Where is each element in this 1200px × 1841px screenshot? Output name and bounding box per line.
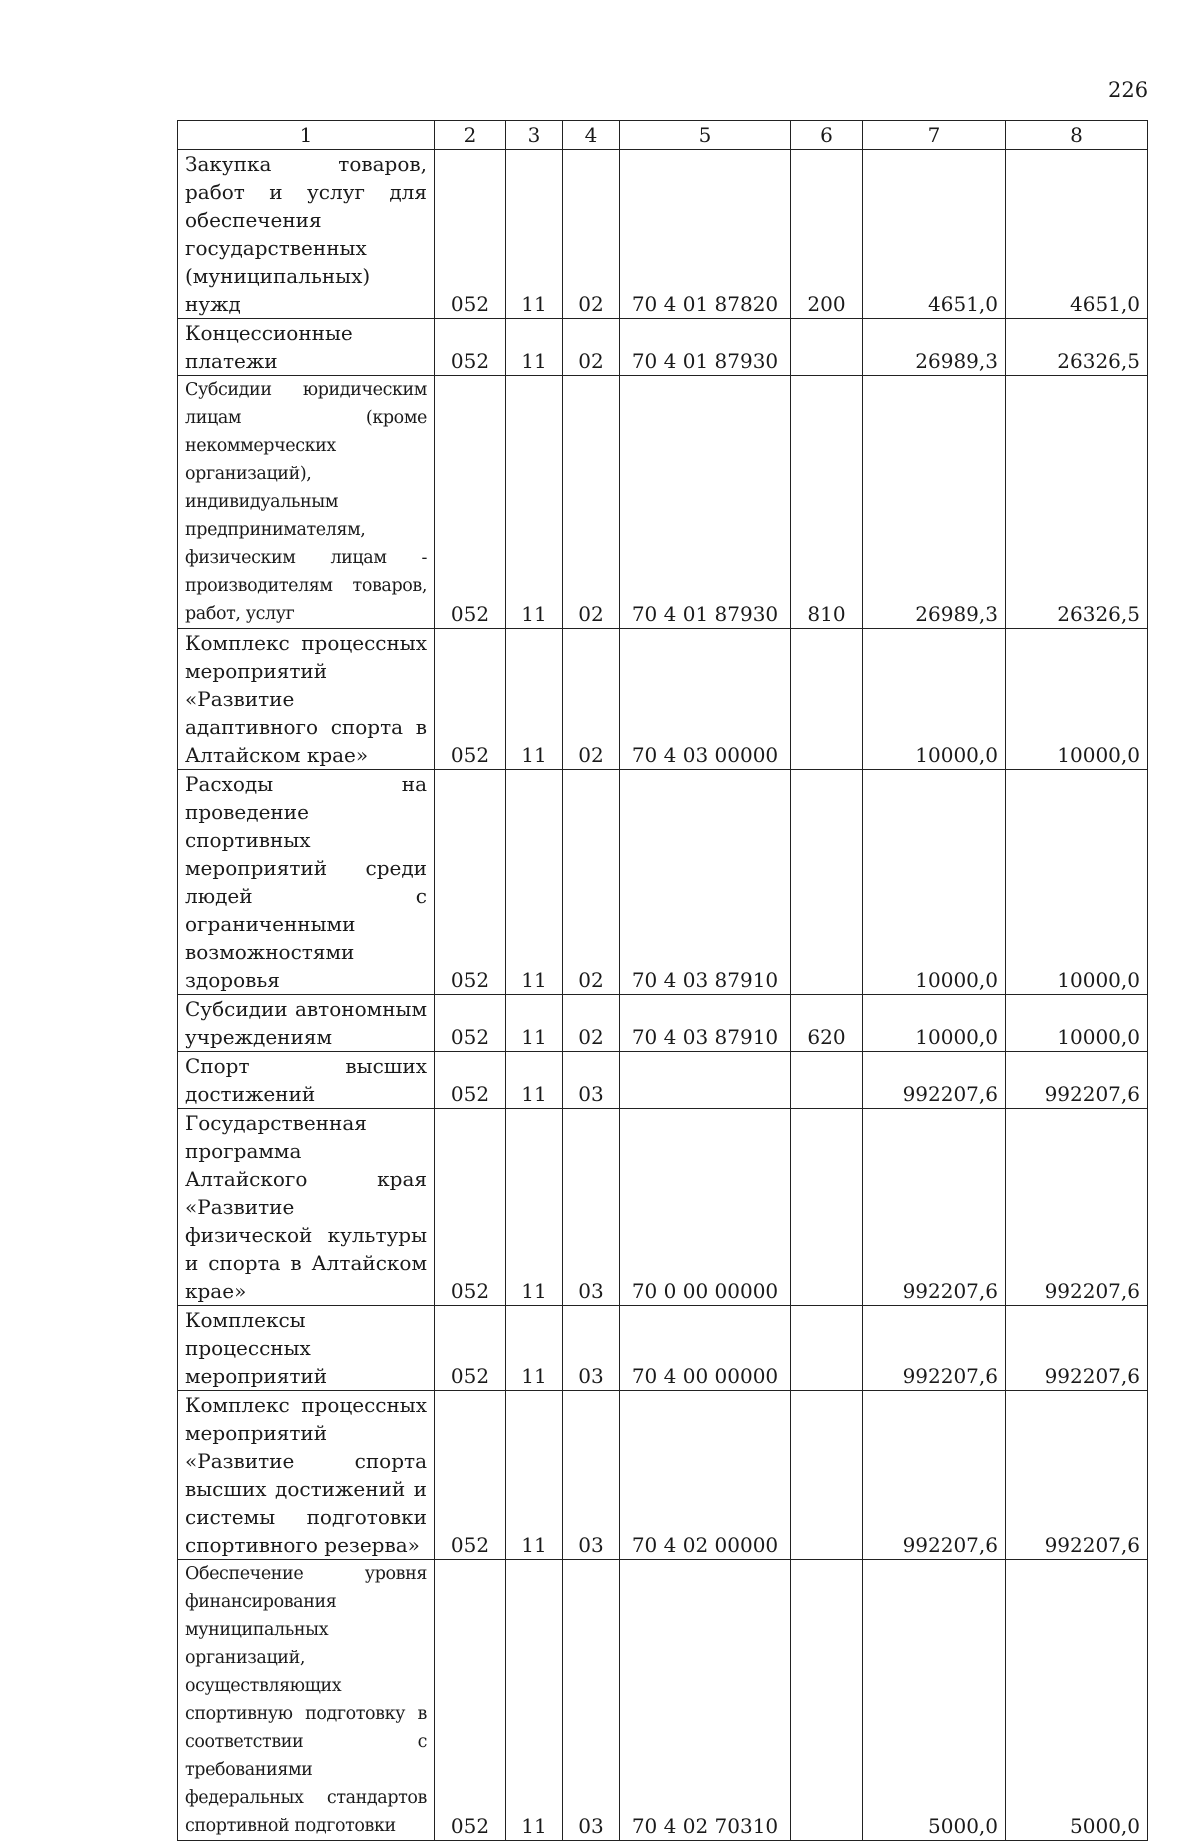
cell-col6 [791, 1560, 863, 1841]
cell-col4: 03 [563, 1391, 620, 1560]
cell-col7: 992207,6 [863, 1052, 1006, 1109]
row-name: Спорт высших достижений [178, 1052, 435, 1109]
cell-col6 [791, 1306, 863, 1391]
col-header-7: 7 [863, 121, 1006, 150]
cell-col3: 11 [506, 376, 563, 629]
cell-col4: 02 [563, 376, 620, 629]
cell-col8: 10000,0 [1006, 770, 1148, 995]
cell-col5 [620, 1052, 791, 1109]
table-row [178, 770, 1148, 995]
cell-col5: 70 4 02 70310 [620, 1560, 791, 1841]
cell-col6 [791, 1391, 863, 1560]
cell-col4: 03 [563, 1109, 620, 1306]
col-header-4: 4 [563, 121, 620, 150]
cell-col4: 02 [563, 629, 620, 770]
row-name: Расходы на проведение спортивных мероприятий среди людей с ограниченными возможностями здоровья [178, 770, 435, 995]
cell-col5: 70 4 00 00000 [620, 1306, 791, 1391]
col-header-5: 5 [620, 121, 791, 150]
table-row [178, 629, 1148, 770]
cell-col3: 11 [506, 629, 563, 770]
row-name: Закупка товаров, работ и услуг для обеспечения государственных (муниципальных) нужд [178, 150, 435, 319]
cell-col2: 052 [435, 1560, 506, 1841]
col-header-8: 8 [1006, 121, 1148, 150]
col-header-1: 1 [178, 121, 435, 150]
table-row [178, 1109, 1148, 1306]
cell-col8: 992207,6 [1006, 1109, 1148, 1306]
cell-col6 [791, 319, 863, 376]
cell-col2: 052 [435, 1052, 506, 1109]
table-row [178, 319, 1148, 376]
table-row [178, 150, 1148, 319]
cell-col7: 26989,3 [863, 319, 1006, 376]
cell-col5: 70 4 01 87930 [620, 319, 791, 376]
cell-col2: 052 [435, 319, 506, 376]
cell-col6: 200 [791, 150, 863, 319]
cell-col2: 052 [435, 1391, 506, 1560]
cell-col3: 11 [506, 995, 563, 1052]
cell-col4: 03 [563, 1052, 620, 1109]
cell-col2: 052 [435, 770, 506, 995]
row-name: Комплекс процессных мероприятий «Развитие адаптивного спорта в Алтайском крае» [178, 629, 435, 770]
cell-col6 [791, 770, 863, 995]
table-row [178, 1560, 1148, 1841]
cell-col8: 26326,5 [1006, 319, 1148, 376]
cell-col4: 02 [563, 319, 620, 376]
cell-col8: 992207,6 [1006, 1052, 1148, 1109]
cell-col6 [791, 629, 863, 770]
row-name: Субсидии автономным учреждениям [178, 995, 435, 1052]
cell-col7: 10000,0 [863, 770, 1006, 995]
cell-col4: 03 [563, 1306, 620, 1391]
cell-col3: 11 [506, 150, 563, 319]
cell-col6 [791, 1109, 863, 1306]
row-name: Субсидии юридическим лицам (кроме некоммерческих организаций), индивидуальным предпринимателям, физическим лицам - производителям товаров, работ, услуг [178, 376, 435, 629]
cell-col8: 5000,0 [1006, 1560, 1148, 1841]
table-row [178, 376, 1148, 629]
cell-col2: 052 [435, 1306, 506, 1391]
cell-col2: 052 [435, 629, 506, 770]
col-header-3: 3 [506, 121, 563, 150]
cell-col2: 052 [435, 150, 506, 319]
cell-col6: 810 [791, 376, 863, 629]
cell-col7: 5000,0 [863, 1560, 1006, 1841]
cell-col8: 26326,5 [1006, 376, 1148, 629]
header-row [178, 121, 1148, 150]
cell-col7: 992207,6 [863, 1109, 1006, 1306]
cell-col2: 052 [435, 1109, 506, 1306]
cell-col8: 10000,0 [1006, 995, 1148, 1052]
cell-col3: 11 [506, 1052, 563, 1109]
cell-col8: 992207,6 [1006, 1306, 1148, 1391]
table-row [178, 1306, 1148, 1391]
table-row [178, 995, 1148, 1052]
cell-col2: 052 [435, 995, 506, 1052]
cell-col3: 11 [506, 1391, 563, 1560]
row-name: Комплекс процессных мероприятий «Развитие спорта высших достижений и системы подготовки спортивного резерва» [178, 1391, 435, 1560]
cell-col5: 70 4 03 87910 [620, 770, 791, 995]
cell-col3: 11 [506, 1109, 563, 1306]
cell-col2: 052 [435, 376, 506, 629]
cell-col3: 11 [506, 1560, 563, 1841]
cell-col3: 11 [506, 770, 563, 995]
row-name: Комплексы процессных мероприятий [178, 1306, 435, 1391]
cell-col6: 620 [791, 995, 863, 1052]
row-name: Концессионные платежи [178, 319, 435, 376]
col-header-6: 6 [791, 121, 863, 150]
cell-col4: 03 [563, 1560, 620, 1841]
cell-col7: 10000,0 [863, 629, 1006, 770]
table-row [178, 1391, 1148, 1560]
cell-col5: 70 0 00 00000 [620, 1109, 791, 1306]
cell-col7: 4651,0 [863, 150, 1006, 319]
page-number: 226 [1108, 78, 1149, 102]
cell-col8: 992207,6 [1006, 1391, 1148, 1560]
cell-col8: 10000,0 [1006, 629, 1148, 770]
cell-col7: 10000,0 [863, 995, 1006, 1052]
cell-col7: 26989,3 [863, 376, 1006, 629]
cell-col3: 11 [506, 1306, 563, 1391]
cell-col5: 70 4 03 87910 [620, 995, 791, 1052]
cell-col5: 70 4 01 87820 [620, 150, 791, 319]
cell-col5: 70 4 01 87930 [620, 376, 791, 629]
cell-col6 [791, 1052, 863, 1109]
cell-col7: 992207,6 [863, 1306, 1006, 1391]
table-row [178, 1052, 1148, 1109]
cell-col4: 02 [563, 770, 620, 995]
cell-col8: 4651,0 [1006, 150, 1148, 319]
cell-col7: 992207,6 [863, 1391, 1006, 1560]
row-name: Обеспечение уровня финансирования муниципальных организаций, осуществляющих спортивную подготовку в соответствии с требованиями федеральных стандартов спортивной подготовки [178, 1560, 435, 1841]
budget-table [177, 120, 1148, 1841]
cell-col5: 70 4 03 00000 [620, 629, 791, 770]
cell-col4: 02 [563, 995, 620, 1052]
cell-col5: 70 4 02 00000 [620, 1391, 791, 1560]
cell-col3: 11 [506, 319, 563, 376]
cell-col4: 02 [563, 150, 620, 319]
col-header-2: 2 [435, 121, 506, 150]
row-name: Государственная программа Алтайского края «Развитие физической культуры и спорта в Алтайском крае» [178, 1109, 435, 1306]
